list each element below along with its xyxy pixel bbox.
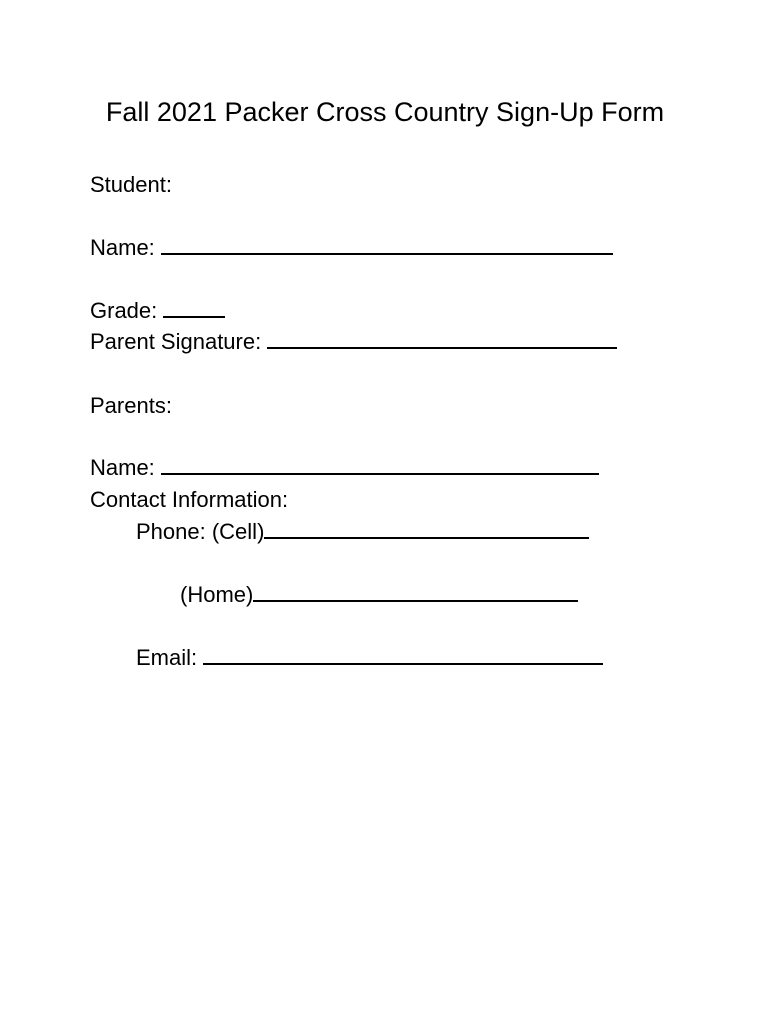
parents-section-label: Parents: xyxy=(90,393,172,418)
student-name-row xyxy=(90,233,613,263)
form-title: Fall 2021 Packer Cross Country Sign-Up Form xyxy=(105,97,665,127)
student-section-heading xyxy=(90,170,172,200)
phone-cell-label: Phone: (Cell) xyxy=(136,519,265,544)
parents-section-heading xyxy=(90,391,172,421)
email-label: Email: xyxy=(136,645,198,670)
student-name-field[interactable] xyxy=(161,233,613,255)
contact-info-heading xyxy=(90,485,288,515)
parent-name-label: Name: xyxy=(90,455,155,480)
email-field[interactable] xyxy=(203,643,603,665)
contact-info-label: Contact Information: xyxy=(90,487,289,512)
parent-name-row xyxy=(90,453,599,483)
student-grade-label: Grade: xyxy=(90,298,158,323)
parent-signature-row xyxy=(90,327,617,357)
parent-signature-label: Parent Signature: xyxy=(90,329,262,354)
phone-home-label: (Home) xyxy=(180,582,254,607)
student-grade-field[interactable] xyxy=(163,296,225,318)
student-name-label: Name: xyxy=(90,235,155,260)
parent-signature-field[interactable] xyxy=(267,327,617,349)
parent-name-field[interactable] xyxy=(161,453,599,475)
phone-home-field[interactable] xyxy=(253,580,578,602)
phone-cell-field[interactable] xyxy=(264,517,589,539)
student-grade-row xyxy=(90,296,225,326)
student-section-label: Student: xyxy=(90,172,172,197)
phone-cell-row xyxy=(136,517,589,547)
email-row xyxy=(136,643,603,673)
phone-home-row xyxy=(180,580,578,610)
